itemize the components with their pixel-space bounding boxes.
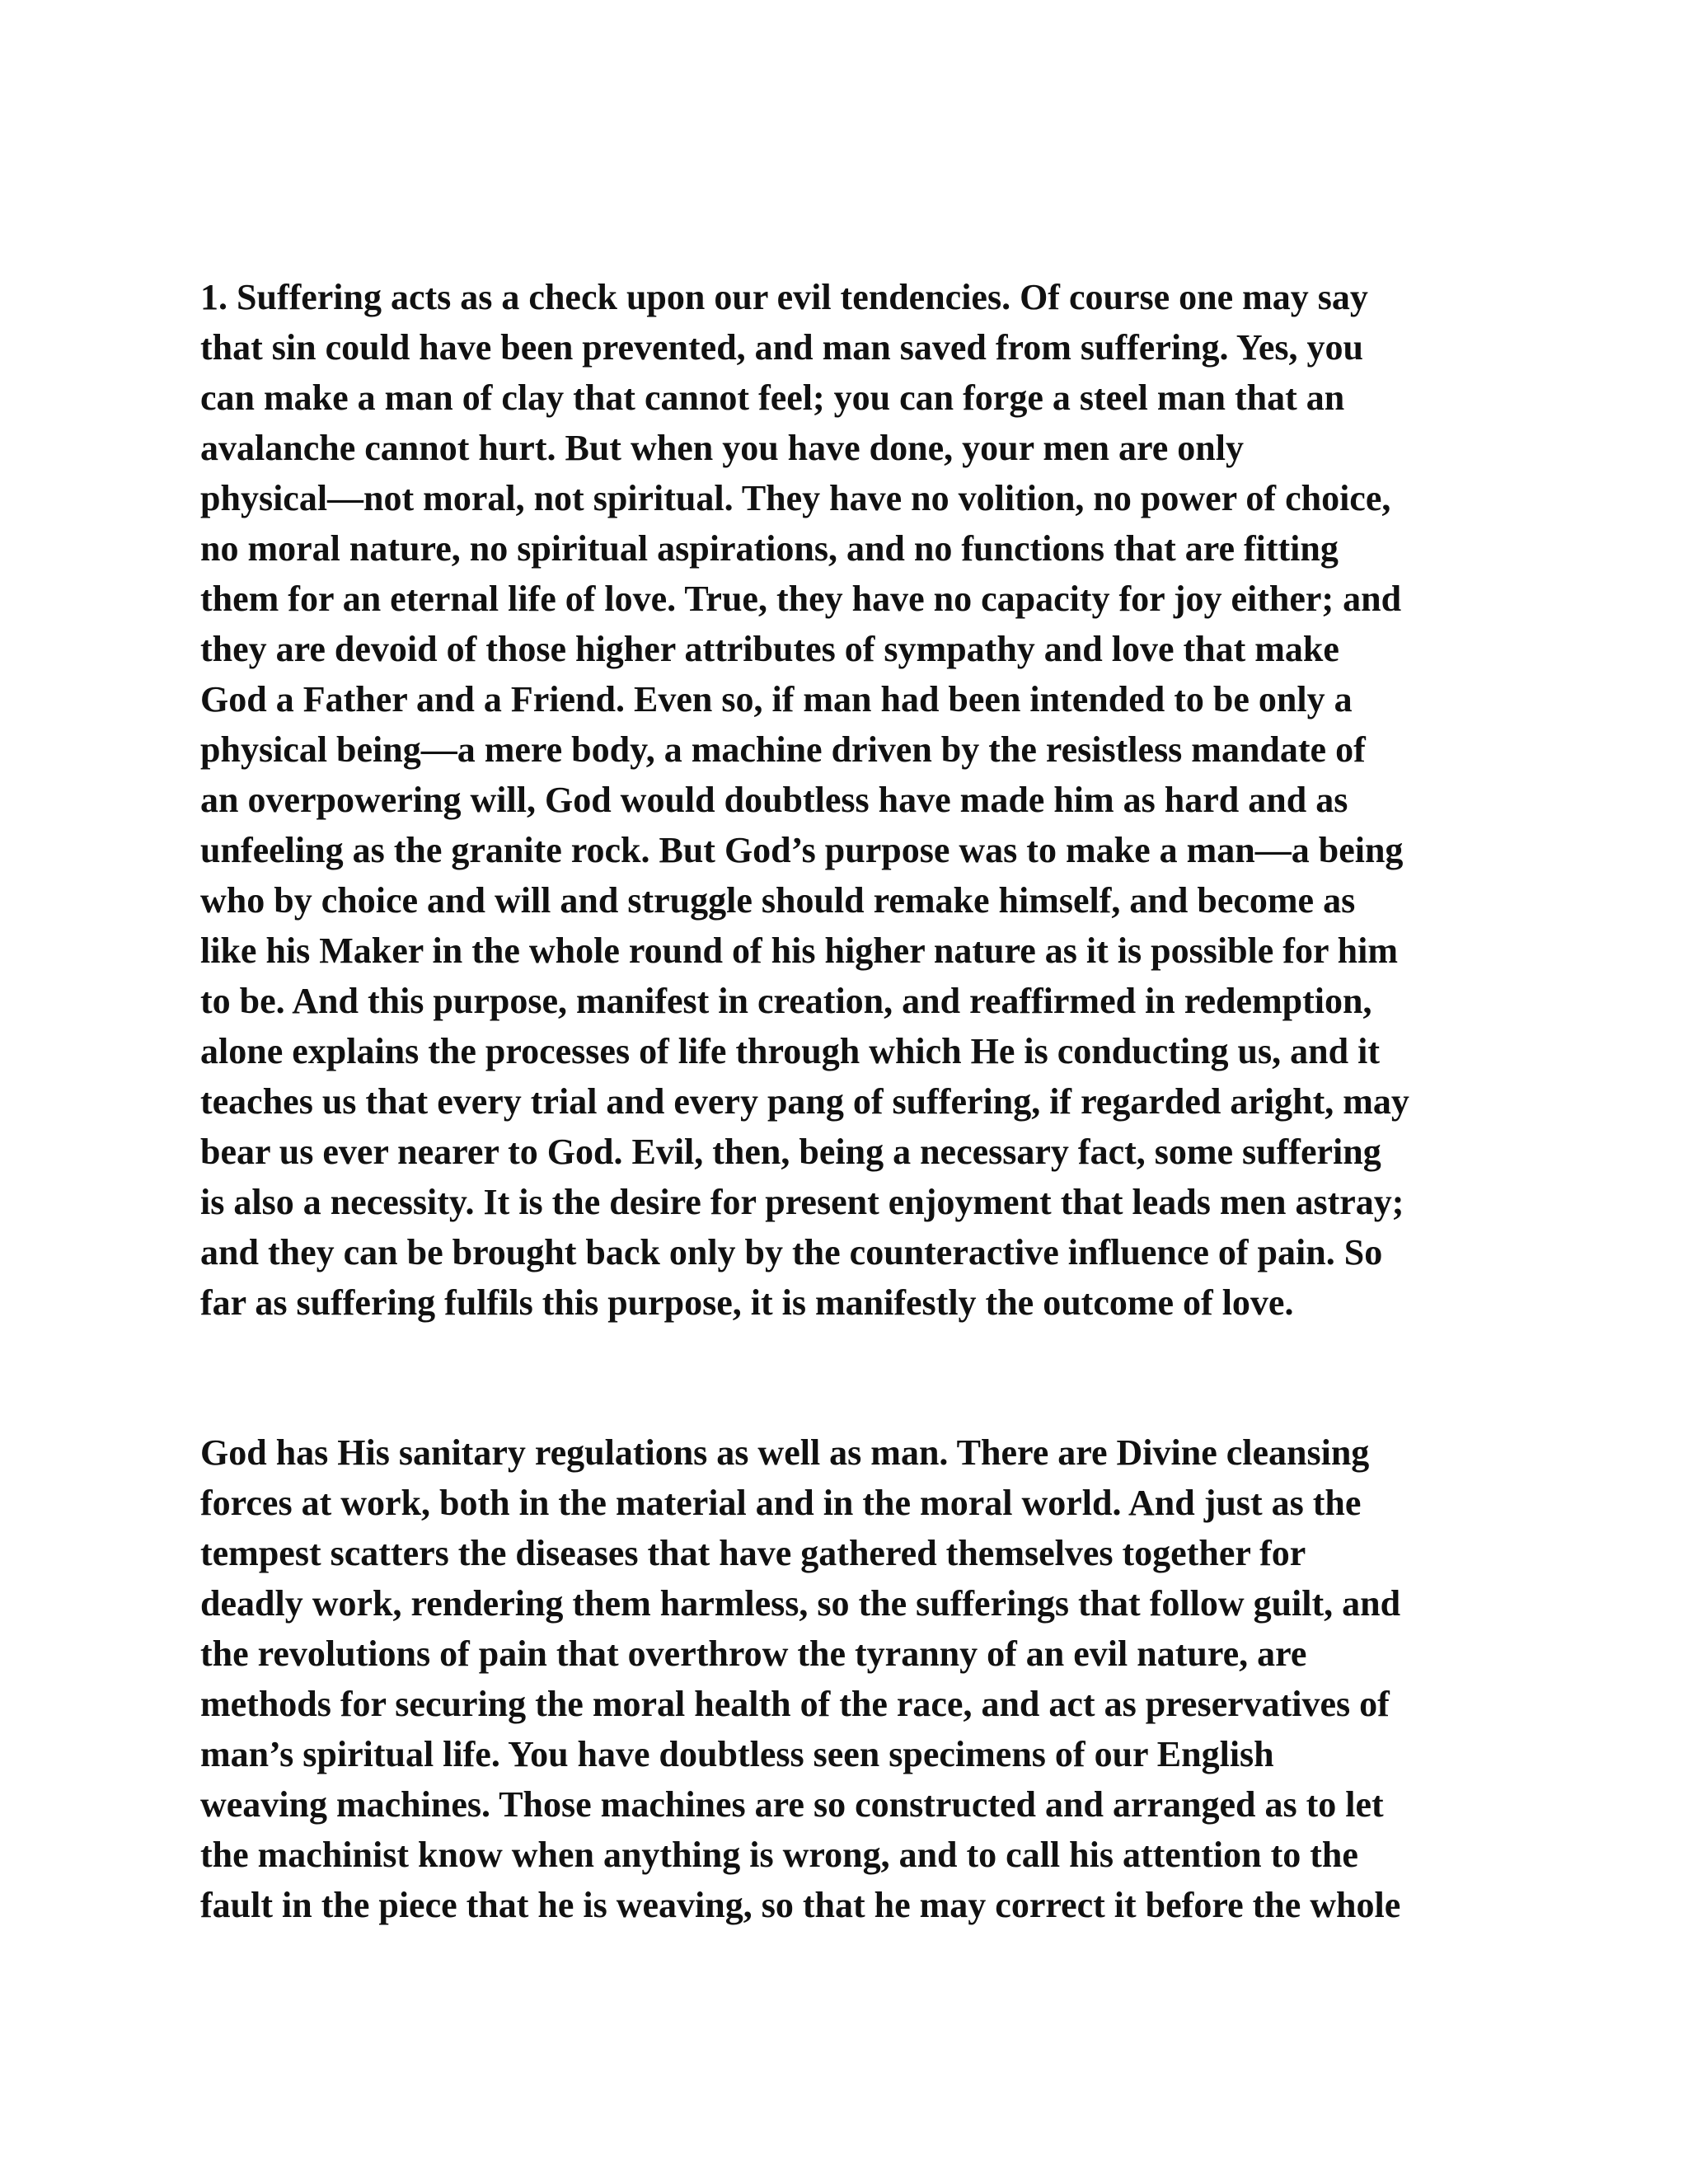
text-line: 1. Suffering acts as a check upon our evil tendencies. Of course one may say — [200, 277, 1368, 317]
text-line: unfeeling as the granite rock. But God’s purpose was to make a man—a being — [200, 830, 1404, 870]
text-line: no moral nature, no spiritual aspirations, and no functions that are fitting — [200, 528, 1339, 569]
text-line: far as suffering fulfils this purpose, it is manifestly the outcome of love. — [200, 1282, 1294, 1323]
text-line: can make a man of clay that cannot feel; you can forge a steel man that an — [200, 377, 1345, 418]
text-line: is also a necessity. It is the desire for present enjoyment that leads men astray; — [200, 1182, 1404, 1222]
text-line: deadly work, rendering them harmless, so the sufferings that follow guilt, and — [200, 1583, 1401, 1624]
text-line: avalanche cannot hurt. But when you have done, your men are only — [200, 428, 1244, 468]
text-line: the machinist know when anything is wrong, and to call his attention to the — [200, 1835, 1358, 1875]
text-line: to be. And this purpose, manifest in creation, and reaffirmed in redemption, — [200, 981, 1372, 1021]
text-line: an overpowering will, God would doubtless have made him as hard and as — [200, 780, 1348, 820]
text-line: them for an eternal life of love. True, they have no capacity for joy either; and — [200, 579, 1402, 619]
text-line: who by choice and will and struggle should remake himself, and become as — [200, 880, 1356, 921]
text-line: tempest scatters the diseases that have gathered themselves together for — [200, 1533, 1306, 1573]
text-line: God a Father and a Friend. Even so, if man had been intended to be only a — [200, 679, 1353, 719]
text-line: teaches us that every trial and every pang of suffering, if regarded aright, may — [200, 1081, 1409, 1122]
text-line: methods for securing the moral health of the race, and act as preservatives of — [200, 1684, 1390, 1724]
text-line: bear us ever nearer to God. Evil, then, being a necessary fact, some suffering — [200, 1132, 1381, 1172]
text-line: like his Maker in the whole round of his higher nature as it is possible for him — [200, 930, 1399, 971]
text-line: they are devoid of those higher attributes of sympathy and love that make — [200, 629, 1339, 669]
text-line: alone explains the processes of life through which He is conducting us, and it — [200, 1031, 1380, 1071]
text-line: weaving machines. Those machines are so constructed and arranged as to let — [200, 1784, 1384, 1825]
text-line: that sin could have been prevented, and man saved from suffering. Yes, you — [200, 327, 1363, 368]
text-line: God has His sanitary regulations as well as man. There are Divine cleansing — [200, 1432, 1370, 1473]
text-line: physical—not moral, not spiritual. They have no volition, no power of choice, — [200, 478, 1391, 518]
text-line: and they can be brought back only by the counteractive influence of pain. So — [200, 1232, 1383, 1272]
text-line: physical being—a mere body, a machine driven by the resistless mandate of — [200, 729, 1366, 770]
text-line: man’s spiritual life. You have doubtless seen specimens of our English — [200, 1734, 1274, 1774]
text-line: the revolutions of pain that overthrow the tyranny of an evil nature, are — [200, 1633, 1307, 1674]
text-line: fault in the piece that he is weaving, so that he may correct it before the whole — [200, 1885, 1401, 1925]
text-line: forces at work, both in the material and in the moral world. And just as the — [200, 1483, 1362, 1523]
